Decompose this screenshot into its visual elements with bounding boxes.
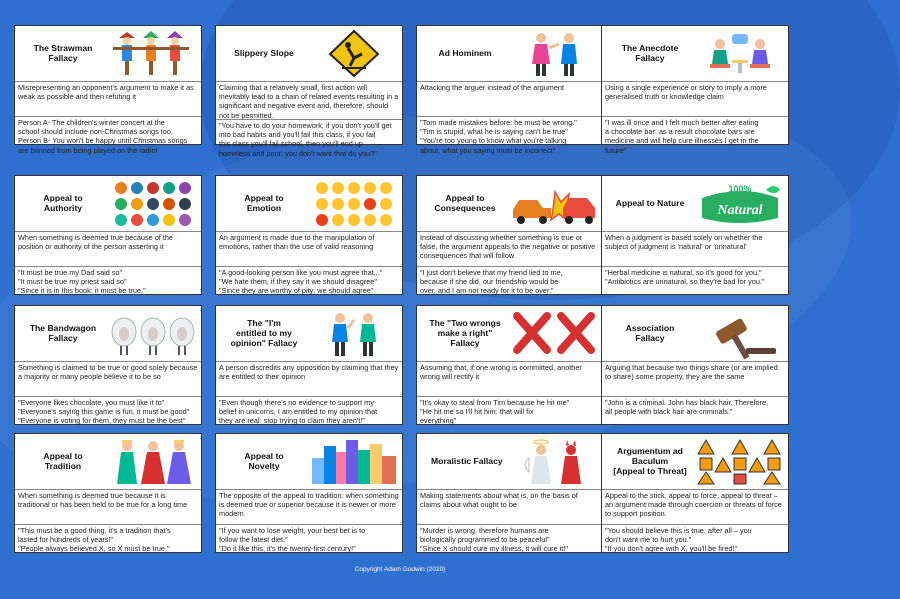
card-appeal-authority: [14, 175, 202, 295]
card-examples: [15, 117, 201, 155]
card-examples: [216, 120, 402, 158]
copyright-footer: Copyright Adam Godwin (2020): [354, 566, 446, 573]
example-line: over, and I am not ready for it to be over.": [420, 286, 554, 296]
example-line: into bad habits and you'll fail this class, if you fail: [219, 130, 376, 140]
card-definition: Instead of discussing whether something is true or false, the argument appeals to the negative or positive consequences that will follow: [417, 232, 603, 267]
card-title: Moralistic Fallacy: [431, 456, 503, 466]
traditional-costumes-icon: [109, 438, 197, 485]
card-argumentum-baculum: [601, 433, 789, 553]
card-examples: [417, 525, 603, 555]
card-definition: Assuming that, if one wrong is committed, another wrong will rectify it: [417, 362, 603, 397]
example-line: Person B- You won't be happy until Christmas songs: [18, 136, 188, 146]
gavel-icon: [696, 310, 784, 357]
city-skyline-icon: [310, 438, 398, 485]
example-line: "Everyone is voting for them, they must be the best": [18, 416, 186, 426]
card-ad-hominem: [416, 25, 604, 155]
card-entitled-opinion: [215, 305, 403, 425]
card-examples: [417, 267, 603, 297]
example-line: "Herbal medicine is natural, so it's good for you.": [605, 268, 762, 277]
card-definition: Using a single experience or story to imply a more generalised truth or knowledge claim: [602, 82, 788, 117]
example-line: "I was ill once and I felt much better after eating: [605, 118, 759, 127]
card-title: Association Fallacy: [625, 323, 675, 343]
example-line: follow the latest diet.": [219, 535, 288, 545]
example-line: biologically programmed to be peaceful": [420, 535, 550, 545]
card-examples: [216, 525, 402, 555]
badge-text: Natural: [717, 203, 763, 218]
card-definition: When a judgment is based solely on whether the subject of judgment is 'natural' or 'unnatural': [602, 232, 788, 267]
card-title: The "I'm entitled to my opinion" Fallacy: [230, 318, 298, 348]
angel-devil-icon: [511, 438, 599, 485]
card-definition: When something is deemed true because of the position or authority of the person asserting it: [15, 232, 201, 267]
debating-people-icon: [310, 310, 398, 357]
card-appeal-consequences: [416, 175, 604, 295]
example-line: future": [605, 145, 627, 155]
example-line: a chocolate bar: as a result chocolate bars are: [605, 127, 755, 137]
card-slippery-slope: [215, 25, 403, 158]
badge-percent: 100%: [728, 184, 752, 194]
natural-badge-icon: [696, 180, 784, 227]
authority-icons: [109, 180, 197, 227]
example-line: "Tom made mistakes before: he must be wrong.": [420, 118, 577, 127]
card-anecdote: [601, 25, 789, 155]
conversation-icon: [696, 30, 784, 77]
card-definition: The opposite of the appeal to tradition: when something is deemed true or superior because it is newer or more modern: [216, 490, 402, 525]
example-line: "Antibiotics are unnatural, so they're bad for you.": [605, 277, 765, 287]
example-line: "A good-looking person like you must agree that...": [219, 268, 383, 277]
card-two-wrongs: [416, 305, 604, 425]
example-line: "You have to do your homework, if you don't you'll get: [219, 121, 392, 130]
example-line: medicine and will help cure illnesses I get in the: [605, 136, 759, 146]
example-line: about, what you saying must be incorrect": [420, 145, 556, 155]
example-line: "John is a criminal. John has black hair. Therefore,: [605, 398, 769, 407]
example-line: "Do it like this, it's the twenty-first century!": [219, 544, 356, 554]
example-line: belief in unicorns, I am entitled to my opinion that: [219, 407, 378, 417]
example-line: Person A- The children's winter concert at the: [18, 118, 165, 127]
card-strawman: [14, 25, 202, 155]
card-definition: Making statements about what is, on the basis of claims about what ought to be: [417, 490, 603, 525]
example-line: everything": [420, 416, 457, 426]
example-line: lasted for hundreds of years!": [18, 535, 114, 545]
example-line: "Everyone likes chocolate, you must like it to": [18, 398, 165, 407]
example-line: all people with black hair are criminals.": [605, 407, 733, 417]
card-moralistic: [416, 433, 604, 553]
card-title: Slippery Slope: [234, 48, 294, 58]
card-examples: [15, 267, 201, 297]
example-line: "It must be true my priest said so": [18, 277, 127, 287]
card-title: Appeal to Emotion: [244, 193, 284, 213]
example-line: "Murder is wrong, therefore humans are: [420, 526, 549, 535]
example-line: "Everyone's saying this game is fun, it must be good": [18, 407, 190, 417]
card-definition: A person discredits any opposition by claiming that they are entitled to their opinion: [216, 362, 402, 397]
card-appeal-nature: [601, 175, 789, 295]
card-examples: [602, 397, 788, 427]
example-line: "If you want to lose weight, your best bet is to: [219, 526, 366, 535]
card-definition: An argument is made due to the manipulation of emotions, rather than the use of valid reasoning: [216, 232, 402, 267]
card-bandwagon: [14, 305, 202, 425]
card-examples: [216, 267, 402, 297]
card-title: The "Two wrongs make a right" Fallacy: [429, 318, 501, 348]
card-title: Appeal to Tradition: [43, 451, 83, 471]
example-line: "We hate them, if they say it we should disagree": [219, 277, 377, 287]
example-line: are banned from being played on the radio!: [18, 145, 158, 155]
example-line: "It must be true my Dad said so": [18, 268, 123, 277]
card-definition: Claiming that a relatively small, first action will inevitably lead to a chain of related events resulting in a significant and negative event and, therefore, should not be permitted.: [216, 82, 402, 120]
card-appeal-emotion: [215, 175, 403, 295]
card-examples: [417, 397, 603, 427]
card-title: Ad Hominem: [438, 48, 492, 58]
card-title: The Strawman Fallacy: [33, 43, 93, 63]
card-examples: [417, 117, 603, 155]
card-examples: [15, 525, 201, 555]
card-definition: Attacking the arguer instead of the argument: [417, 82, 603, 117]
warning-signs-icon: [696, 438, 784, 485]
example-line: they are real: stop trying to claim they aren't!": [219, 416, 365, 426]
sheep-icon: [109, 310, 197, 357]
card-examples: [216, 397, 402, 427]
example-line: "People always believed X, so X must be true.": [18, 544, 170, 554]
card-definition: Misrepresenting an opponent's argument to make it as weak as possible and then refuting it: [15, 82, 201, 117]
example-line: don't want me to hurt you.": [605, 535, 692, 545]
scarecrows-icon: [109, 30, 197, 77]
card-appeal-tradition: [14, 433, 202, 553]
card-definition: Appeal to the stick, appeal to force, appeal to threat – an argument made through coercion or threats of force to support position.: [602, 490, 788, 525]
example-line: "Since it is in this book: it must be true.": [18, 286, 146, 296]
example-line: homeless and poor: you don't want that do you?": [219, 148, 377, 158]
card-examples: [602, 525, 788, 555]
card-examples: [602, 117, 788, 155]
card-title: Appeal to Nature: [615, 198, 685, 208]
example-line: "I just don't believe that my friend lied to me,: [420, 268, 563, 277]
card-definition: Arguing that because two things share (or are implied to share) some property, they are the same: [602, 362, 788, 397]
car-crash-icon: [511, 180, 599, 227]
example-line: "It's okay to steal from Tim because he hit me": [420, 398, 570, 407]
card-title: Appeal to Consequences: [434, 193, 496, 213]
example-line: because if she did, our friendship would be: [420, 277, 559, 287]
two-crosses-icon: [511, 310, 599, 357]
example-line: "Tim is stupid, what he is saying can't be true": [420, 127, 568, 137]
card-title: Appeal to Authority: [43, 193, 83, 213]
card-definition: When something is deemed true because it is traditional or has been held to be true for a long time: [15, 490, 201, 525]
example-line: "Since they are worthy of pity: we should agree": [219, 286, 374, 296]
card-title: The Bandwagon Fallacy: [29, 323, 97, 343]
arguing-people-icon: [511, 30, 599, 77]
card-appeal-novelty: [215, 433, 403, 553]
example-line: "Since X should cure my illness, it will cure it!": [420, 544, 568, 554]
slip-warning-sign-icon: [310, 30, 398, 77]
example-line: "Even though there's no evidence to support my: [219, 398, 374, 407]
example-line: this class you'll fail school, then you'll end up: [219, 139, 363, 149]
example-line: school should include non-Christmas songs too.: [18, 127, 173, 137]
example-line: "If you don't agree with X, you'll be fired!": [605, 544, 738, 554]
example-line: "You should believe this is true, after all – you: [605, 526, 752, 535]
card-examples: [602, 267, 788, 297]
card-title: Appeal to Novelty: [244, 451, 284, 471]
card-title: Argumentum ad Baculum [Appeal to Threat]: [613, 446, 687, 476]
example-line: "He hit me so I'll hit him: that will fix: [420, 407, 534, 417]
example-line: "This must be a good thing, it's a tradition that's: [18, 526, 171, 535]
emoji-faces-icon: [310, 180, 398, 227]
card-title: The Anecdote Fallacy: [621, 43, 679, 63]
card-association: [601, 305, 789, 425]
example-line: "You're too young to know what you're talking: [420, 136, 567, 146]
card-examples: [15, 397, 201, 427]
card-definition: Something is claimed to be true or good solely because a majority or many people believe it to be so: [15, 362, 201, 397]
